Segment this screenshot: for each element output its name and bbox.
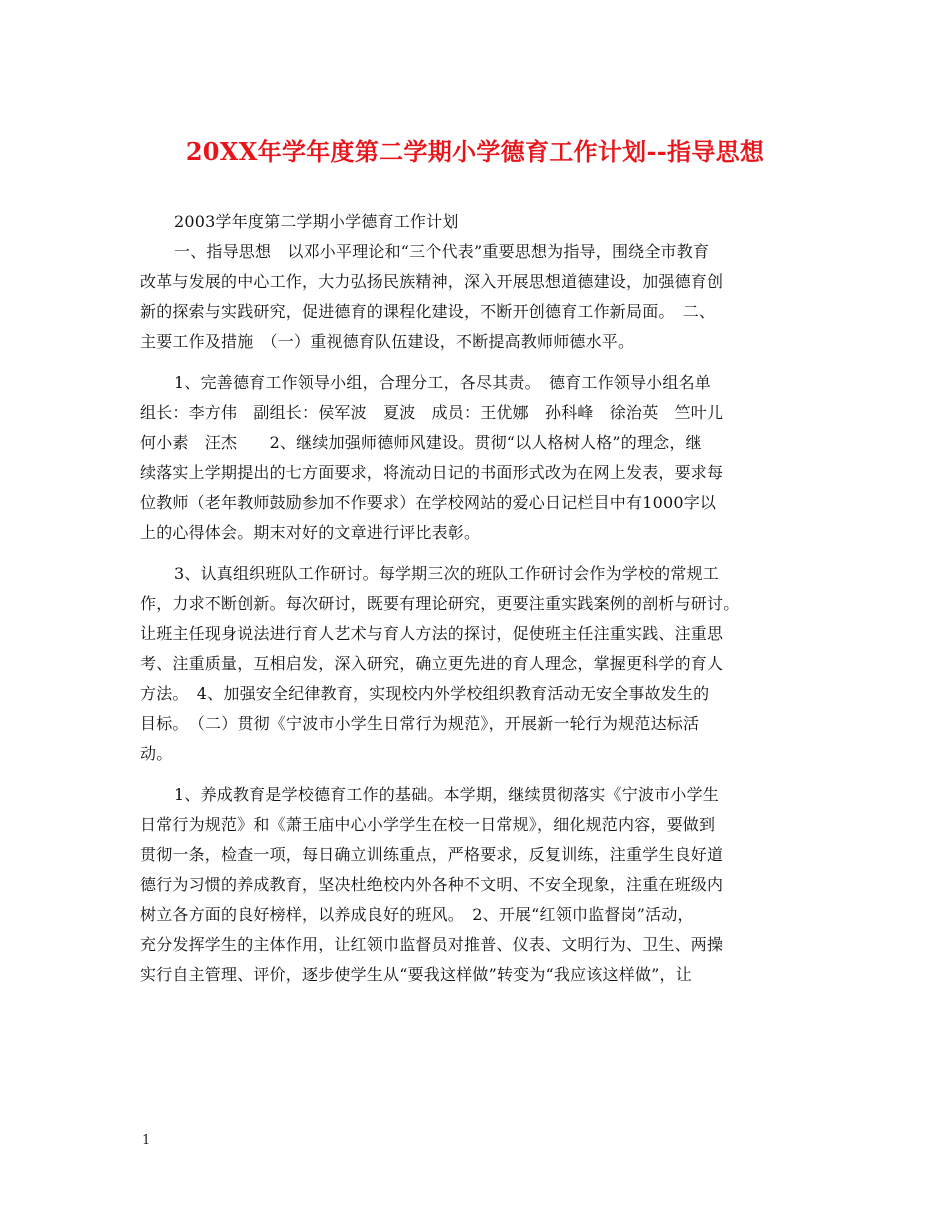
- text-line: 组长：李方伟 副组长：侯军波 夏波 成员：王优娜 孙科峰 徐治英 竺叶儿: [140, 403, 724, 422]
- text-line: 上的心得体会。期末对好的文章进行评比表彰。: [140, 523, 481, 542]
- text-line: 主要工作及措施 （一）重视德育队伍建设，不断提高教师师德水平。: [140, 332, 635, 351]
- text-line: 实行自主管理、评价，逐步使学生从“要我这样做”转变为“我应该这样做”，让: [140, 965, 692, 984]
- page-number: 1: [142, 1133, 151, 1148]
- text-line: 充分发挥学生的主体作用，让红领巾监督员对推普、仪表、文明行为、卫生、两操: [140, 935, 724, 954]
- document-title: 20XX年学年度第二学期小学德育工作计划--指导思想: [185, 137, 765, 166]
- text-line: 新的探索与实践研究，促进德育的课程化建设，不断开创德育工作新局面。 二、: [140, 302, 716, 321]
- text-line: 何小素 汪杰 2、继续加强师德师风建设。贯彻“以人格树人格”的理念，继: [140, 433, 702, 452]
- text-line: 方法。 4、加强安全纪律教育，实现校内外学校组织教育活动无安全事故发生的: [140, 684, 710, 703]
- text-line: 一、指导思想 以邓小平理论和“三个代表”重要思想为指导，围绕全市教育: [174, 242, 710, 261]
- text-line: 位教师（老年教师鼓励参加不作要求）在学校网站的爱心日记栏目中有1000字以: [140, 493, 717, 512]
- text-line: 2003学年度第二学期小学德育工作计划: [174, 212, 459, 231]
- text-line: 日常行为规范》和《萧王庙中心小学学生在校一日常规》，细化规范内容，要做到: [140, 815, 716, 834]
- text-line: 3、认真组织班队工作研讨。每学期三次的班队工作研讨会作为学校的常规工: [174, 564, 719, 583]
- text-line: 树立各方面的良好榜样，以养成良好的班风。 2、开展“红领巾监督岗”活动，: [140, 905, 694, 924]
- text-line: 改革与发展的中心工作，大力弘扬民族精神，深入开展思想道德建设，加强德育创: [140, 272, 724, 291]
- document-body: [140, 207, 805, 990]
- text-line: 考、注重质量，互相启发，深入研究，确立更先进的育人理念，掌握更科学的育人: [140, 654, 724, 673]
- text-line: 作，力求不断创新。每次研讨，既要有理论研究，更要注重实践案例的剖析与研讨。: [140, 594, 740, 613]
- text-line: 让班主任现身说法进行育人艺术与育人方法的探讨，促使班主任注重实践、注重思: [140, 624, 724, 643]
- text-line: 续落实上学期提出的七方面要求，将流动日记的书面形式改为在网上发表，要求每: [140, 463, 724, 482]
- text-line: 目标。 （二）贯彻《宁波市小学生日常行为规范》，开展新一轮行为规范达标活: [140, 714, 700, 733]
- text-line: 贯彻一条，检查一项，每日确立训练重点，严格要求，反复训练，注重学生良好道: [140, 845, 724, 864]
- text-line: 德行为习惯的养成教育，坚决杜绝校内外各种不文明、不安全现象，注重在班级内: [140, 875, 724, 894]
- text-line: 1、养成教育是学校德育工作的基础。本学期，继续贯彻落实《宁波市小学生: [174, 785, 719, 804]
- text-line: 1、完善德育工作领导小组，合理分工，各尽其责。 德育工作领导小组名单: [174, 373, 711, 392]
- text-line: 动。: [140, 744, 173, 763]
